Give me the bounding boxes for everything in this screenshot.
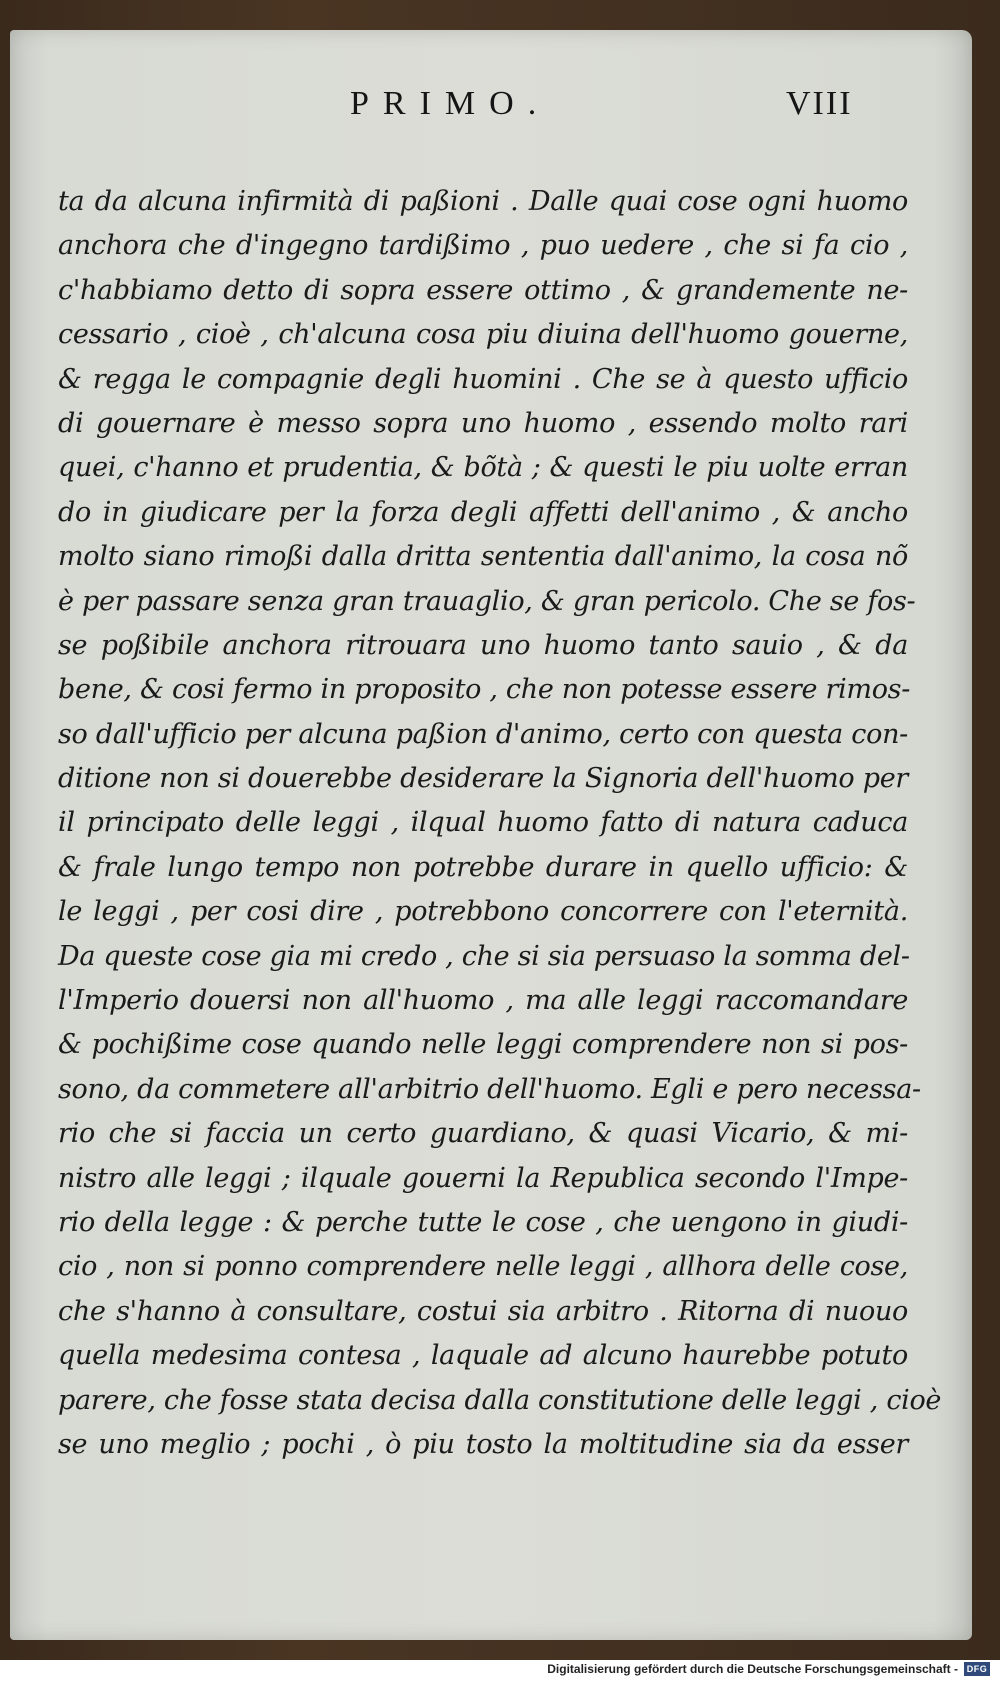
text-line: parere, che fosse stata decisa dalla constitutione delle leggi , cioè <box>58 1384 942 1416</box>
text-line: di gouernare è messo sopra uno huomo , essendo molto rari <box>58 407 908 439</box>
text-line: so dall'ufficio per alcuna paßion d'animo, certo con questa con- <box>58 718 908 750</box>
text-line: è per passare senza gran trauaglio, & gran pericolo. Che se fos- <box>58 585 916 617</box>
text-line: & frale lungo tempo non potrebbe durare in quello ufficio: & <box>58 851 908 883</box>
funding-credit: Digitalisierung gefördert durch die Deutsche Forschungsgemeinschaft - <box>547 1662 958 1676</box>
footer-credit <box>547 1659 990 1679</box>
running-head-title: PRIMO. <box>350 85 551 122</box>
text-line: nistro alle leggi ; ilquale gouerni la Republica secondo l'Impe- <box>58 1162 908 1194</box>
text-line: cessario , cioè , ch'alcuna cosa piu diuina dell'huomo gouerne, <box>58 319 908 351</box>
text-line: anchora che d'ingegno tardißimo , puo uedere , che si fa cio , <box>58 230 908 262</box>
text-line: cio , non si ponno comprendere nelle leggi , allhora delle cose, <box>58 1251 908 1283</box>
text-line: quei, c'hanno et prudentia, & bõtà ; & questi le piu uolte erran <box>58 452 908 484</box>
text-line: bene, & cosi fermo in proposito , che non potesse essere rimos- <box>58 674 911 706</box>
text-line: se uno meglio ; pochi , ò piu tosto la moltitudine sia da esser <box>58 1428 908 1460</box>
text-line: Da queste cose gia mi credo , che si sia persuaso la somma del- <box>58 940 910 972</box>
book-page <box>10 30 972 1640</box>
text-line: ta da alcuna infirmità di paßioni . Dalle quai cose ogni huomo <box>58 186 908 217</box>
text-line: c'habbiamo detto di sopra essere ottimo , & grandemente ne- <box>58 274 908 306</box>
dfg-logo: DFG <box>964 1662 990 1676</box>
body-text <box>58 180 942 1467</box>
folio-number: VIII <box>786 85 853 122</box>
text-line: il principato delle leggi , ilqual huomo fatto di natura caduca <box>58 807 908 839</box>
running-head <box>10 85 972 129</box>
text-line: che s'hanno à consultare, costui sia arbitro . Ritorna di nuouo <box>58 1295 908 1327</box>
text-line: ditione non si douerebbe desiderare la Signoria dell'huomo per <box>58 763 908 795</box>
text-line: do in giudicare per la forza degli affetti dell'animo , & ancho <box>58 496 908 528</box>
text-line: l'Imperio douersi non all'huomo , ma alle leggi raccomandare <box>58 985 908 1017</box>
text-line: & regga le compagnie degli huomini . Che se à questo ufficio <box>58 363 908 395</box>
text-line: rio della legge : & perche tutte le cose , che uengono in giudi- <box>58 1206 908 1238</box>
text-line: le leggi , per cosi dire , potrebbono concorrere con l'eternità. <box>58 896 908 928</box>
text-line: & pochißime cose quando nelle leggi comprendere non si pos- <box>58 1029 908 1061</box>
text-line: se poßibile anchora ritrouara uno huomo tanto sauio , & da <box>58 629 908 661</box>
text-line: sono, da commetere all'arbitrio dell'huomo. Egli e pero necessa- <box>58 1073 921 1105</box>
text-line: molto siano rimoßi dalla dritta sententia dall'animo, la cosa nõ <box>58 541 908 573</box>
text-line: quella medesima contesa , laquale ad alcuno haurebbe potuto <box>58 1340 908 1372</box>
text-line: rio che si faccia un certo guardiano, & quasi Vicario, & mi- <box>58 1118 908 1150</box>
